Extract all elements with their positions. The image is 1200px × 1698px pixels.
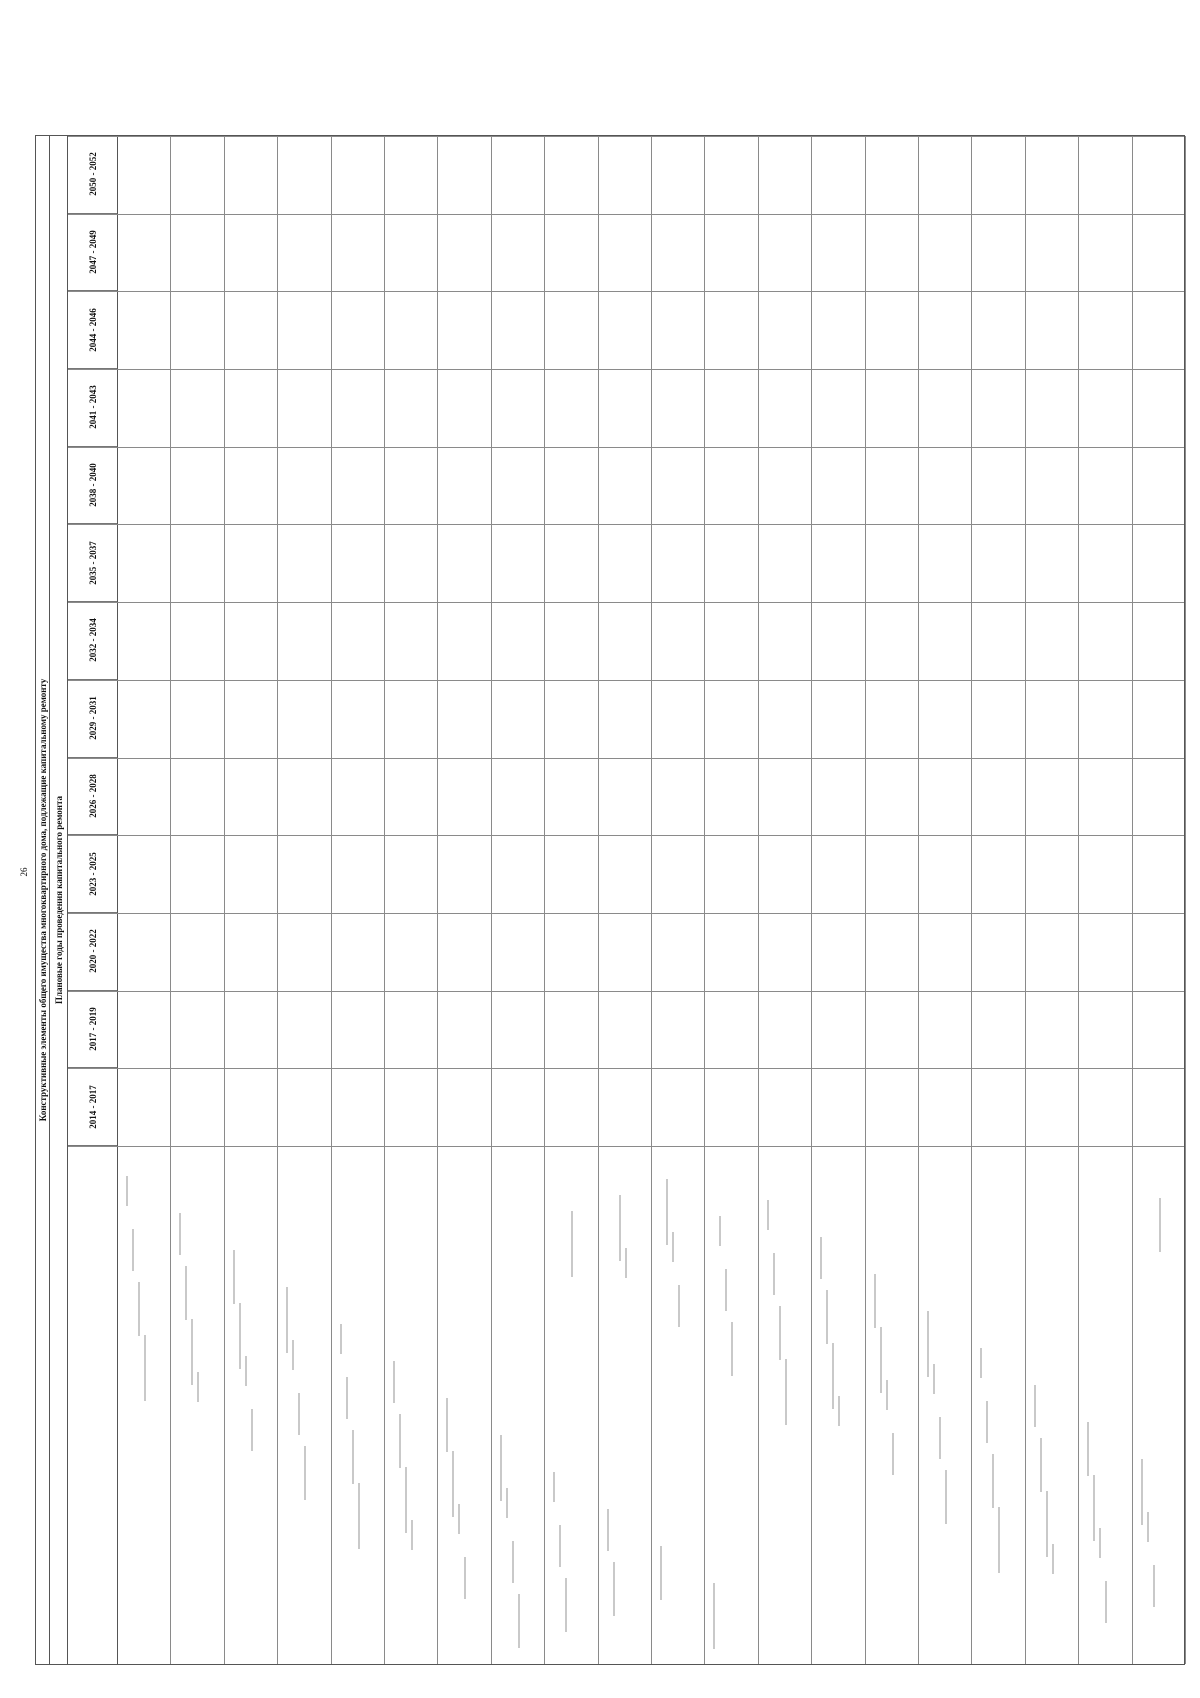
cell-text-mark	[625, 1248, 627, 1278]
building-row	[599, 136, 652, 1664]
cell-text-mark	[458, 1504, 460, 1534]
cell-text-mark	[660, 1546, 662, 1600]
capital-repair-table	[35, 135, 1185, 1665]
year-period-header	[68, 214, 117, 292]
cell-text-mark	[393, 1361, 395, 1403]
cell-text-mark	[132, 1229, 134, 1271]
row-divider	[68, 291, 1184, 292]
building-row	[919, 136, 972, 1664]
cell-text-mark	[464, 1557, 466, 1599]
year-period-header	[68, 136, 117, 214]
cell-text-mark	[1087, 1422, 1089, 1476]
cell-text-mark	[1153, 1565, 1155, 1607]
cell-text-mark	[553, 1472, 555, 1502]
cell-text-mark	[773, 1253, 775, 1295]
cell-text-mark	[144, 1335, 146, 1401]
cell-text-mark	[832, 1343, 834, 1409]
building-row	[705, 136, 758, 1664]
cell-text-mark	[678, 1285, 680, 1327]
cell-text-mark	[1093, 1475, 1095, 1541]
table-title-band	[36, 136, 50, 1664]
building-row	[972, 136, 1025, 1664]
year-period-label: 2035 - 2037	[87, 541, 98, 585]
cell-text-mark	[719, 1216, 721, 1246]
cell-text-mark	[340, 1324, 342, 1354]
cell-text-mark	[506, 1488, 508, 1518]
cell-text-mark	[785, 1359, 787, 1425]
cell-text-mark	[826, 1290, 828, 1344]
row-divider	[68, 136, 1184, 137]
cell-text-mark	[1099, 1528, 1101, 1558]
year-period-header	[68, 1068, 117, 1146]
cell-text-mark	[672, 1232, 674, 1262]
cell-text-mark	[197, 1372, 199, 1402]
cell-text-mark	[452, 1451, 454, 1517]
year-period-header	[68, 602, 117, 680]
year-period-label: 2041 - 2043	[87, 385, 98, 430]
year-period-label: 2026 - 2028	[87, 774, 98, 818]
cell-text-mark	[619, 1195, 621, 1261]
cell-text-mark	[986, 1401, 988, 1443]
building-row	[171, 136, 224, 1664]
cell-text-mark	[352, 1430, 354, 1484]
cell-text-mark	[1159, 1198, 1161, 1252]
building-row	[652, 136, 705, 1664]
year-period-header	[68, 991, 117, 1069]
cell-text-mark	[251, 1409, 253, 1451]
cell-text-mark	[179, 1213, 181, 1255]
year-period-header	[68, 913, 117, 991]
cell-text-mark	[565, 1578, 567, 1632]
year-period-label: 2032 - 2034	[87, 618, 98, 663]
year-period-label: 2050 - 2052	[87, 152, 98, 197]
year-period-label: 2044 - 2046	[87, 307, 98, 352]
table-subtitle: Плановые годы проведения капитального ремонта	[53, 795, 64, 1005]
row-divider	[68, 447, 1184, 448]
row-divider	[68, 369, 1184, 370]
cell-text-mark	[298, 1393, 300, 1435]
building-row	[759, 136, 812, 1664]
cell-text-mark	[446, 1398, 448, 1452]
cell-text-mark	[1040, 1438, 1042, 1492]
cell-text-mark	[892, 1433, 894, 1475]
row-divider	[68, 214, 1184, 215]
table-subtitle-band	[50, 136, 68, 1664]
cell-text-mark	[945, 1470, 947, 1524]
cell-text-mark	[571, 1211, 573, 1277]
year-period-header	[68, 680, 117, 758]
cell-text-mark	[933, 1364, 935, 1394]
cell-text-mark	[1141, 1459, 1143, 1525]
cell-text-mark	[1034, 1385, 1036, 1427]
cell-text-mark	[1046, 1491, 1048, 1557]
cell-text-mark	[607, 1509, 609, 1551]
year-period-label: 2029 - 2031	[87, 696, 98, 740]
cell-text-mark	[992, 1454, 994, 1508]
cell-text-mark	[185, 1266, 187, 1320]
row-divider	[68, 758, 1184, 759]
year-period-header	[68, 835, 117, 913]
cell-text-mark	[731, 1322, 733, 1376]
building-row	[332, 136, 385, 1664]
building-row	[545, 136, 598, 1664]
cell-text-mark	[886, 1380, 888, 1410]
cell-text-mark	[874, 1274, 876, 1328]
row-divider	[68, 602, 1184, 603]
cell-text-mark	[233, 1250, 235, 1304]
building-row	[1026, 136, 1079, 1664]
year-period-label: 2038 - 2040	[87, 463, 98, 507]
building-row	[385, 136, 438, 1664]
cell-text-mark	[138, 1282, 140, 1336]
page-number: 26	[19, 867, 29, 877]
cell-text-mark	[512, 1541, 514, 1583]
cell-text-mark	[998, 1507, 1000, 1573]
cell-text-mark	[411, 1520, 413, 1550]
row-divider	[68, 1146, 1184, 1147]
cell-text-mark	[1105, 1581, 1107, 1623]
cell-text-mark	[346, 1377, 348, 1419]
year-period-header	[68, 447, 117, 525]
cell-text-mark	[286, 1287, 288, 1353]
cell-text-mark	[880, 1327, 882, 1393]
year-period-header	[68, 524, 117, 602]
building-row	[278, 136, 331, 1664]
cell-text-mark	[779, 1306, 781, 1360]
row-divider	[68, 680, 1184, 681]
cell-text-mark	[399, 1414, 401, 1468]
year-period-header	[68, 369, 117, 447]
cell-text-mark	[980, 1348, 982, 1378]
row-divider	[68, 991, 1184, 992]
year-period-header	[68, 758, 117, 836]
row-divider	[68, 524, 1184, 525]
year-period-header	[68, 291, 117, 369]
cell-text-mark	[838, 1396, 840, 1426]
table-body	[118, 136, 1184, 1664]
cell-text-mark	[304, 1446, 306, 1500]
cell-text-mark	[927, 1311, 929, 1377]
cell-text-mark	[1147, 1512, 1149, 1542]
year-period-label: 2014 - 2017	[87, 1084, 98, 1129]
cell-text-mark	[239, 1303, 241, 1369]
building-row	[1133, 136, 1186, 1664]
cell-text-mark	[500, 1435, 502, 1501]
table-title: Конструктивные элементы общего имущества многоквартирного дома, подлежащие капитальному ремонту	[37, 678, 48, 1122]
cell-text-mark	[1052, 1544, 1054, 1574]
cell-text-mark	[666, 1179, 668, 1245]
cell-text-mark	[518, 1594, 520, 1648]
year-period-label: 2017 - 2019	[87, 1007, 98, 1051]
row-divider	[68, 1068, 1184, 1069]
cell-text-mark	[245, 1356, 247, 1386]
building-row	[812, 136, 865, 1664]
cell-text-mark	[405, 1467, 407, 1533]
cell-text-mark	[713, 1583, 715, 1649]
year-period-label: 2047 - 2049	[87, 230, 98, 274]
year-header-column	[68, 136, 118, 1664]
cell-text-mark	[191, 1319, 193, 1385]
cell-text-mark	[126, 1176, 128, 1206]
cell-text-mark	[725, 1269, 727, 1311]
row-divider	[68, 913, 1184, 914]
cell-text-mark	[559, 1525, 561, 1567]
building-row	[118, 136, 171, 1664]
cell-text-mark	[767, 1200, 769, 1230]
row-divider	[68, 835, 1184, 836]
cell-text-mark	[939, 1417, 941, 1459]
year-period-label: 2023 - 2025	[87, 851, 98, 896]
cell-text-mark	[292, 1340, 294, 1370]
year-period-label: 2020 - 2022	[87, 929, 98, 974]
cell-text-mark	[820, 1237, 822, 1279]
cell-text-mark	[613, 1562, 615, 1616]
cell-text-mark	[358, 1483, 360, 1549]
